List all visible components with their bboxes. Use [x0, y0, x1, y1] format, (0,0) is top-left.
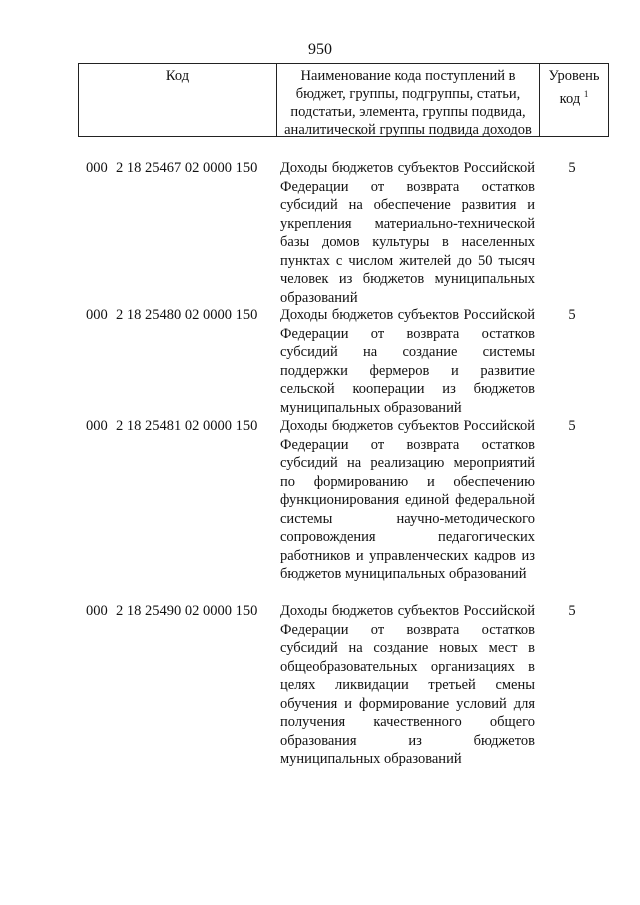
header-level-footnote: 1 — [583, 89, 589, 99]
row-level: 5 — [568, 418, 576, 434]
row-budget-code: 2 18 25481 02 0000 150 — [116, 418, 258, 434]
table-body — [78, 159, 609, 768]
row-name: Доходы бюджетов субъектов Российской Федерации от возврата остатков субсидий на создание новых мест в общеобразовательных организациях в целях ликвидации третьей смены обучения и формирование условий для получения качественного общего образования из бюджетов муниципальных образований — [280, 603, 535, 767]
row-name: Доходы бюджетов субъектов Российской Федерации от возврата остатков субсидий на реализацию мероприятий по формированию и обеспечению функционирования единой федеральной системы научно-методического сопровождения педагогических работников и управленческих кадров из бюджетов муниципальных образований — [280, 418, 535, 582]
page-number: 950 — [308, 41, 332, 58]
row-budget-code: 2 18 25467 02 0000 150 — [116, 160, 258, 176]
table-header — [78, 63, 609, 137]
row-name: Доходы бюджетов субъектов Российской Федерации от возврата остатков субсидий на создание системы поддержки фермеров и развитие сельской кооперации из бюджетов муниципальных образований — [280, 307, 535, 416]
row-budget-code: 2 18 25480 02 0000 150 — [116, 307, 258, 323]
row-group-code: 000 — [86, 160, 108, 176]
header-name: Наименование кода поступлений в бюджет, группы, подгруппы, статьи, подстатьи, элемента, группы подвида, аналитической группы подвида доходов — [277, 64, 540, 136]
row-level: 5 — [568, 603, 576, 619]
header-code: Код — [79, 64, 277, 136]
row-name: Доходы бюджетов субъектов Российской Федерации от возврата остатков субсидий на обеспечение развития и укрепления материально-технической базы домов культуры в населенных пунктах с числом жителей до 50 тысяч человек из бюджетов муниципальных образований — [280, 160, 535, 306]
row-level: 5 — [568, 160, 576, 176]
table-row — [78, 159, 609, 306]
table-row — [78, 602, 609, 768]
row-group-code: 000 — [86, 418, 108, 434]
table-row — [78, 306, 609, 417]
row-group-code: 000 — [86, 603, 108, 619]
row-budget-code: 2 18 25490 02 0000 150 — [116, 603, 258, 619]
row-level: 5 — [568, 307, 576, 323]
header-level-label: Уровень код — [548, 68, 600, 107]
table-row — [78, 417, 609, 602]
row-group-code: 000 — [86, 307, 108, 323]
header-level — [540, 64, 608, 136]
